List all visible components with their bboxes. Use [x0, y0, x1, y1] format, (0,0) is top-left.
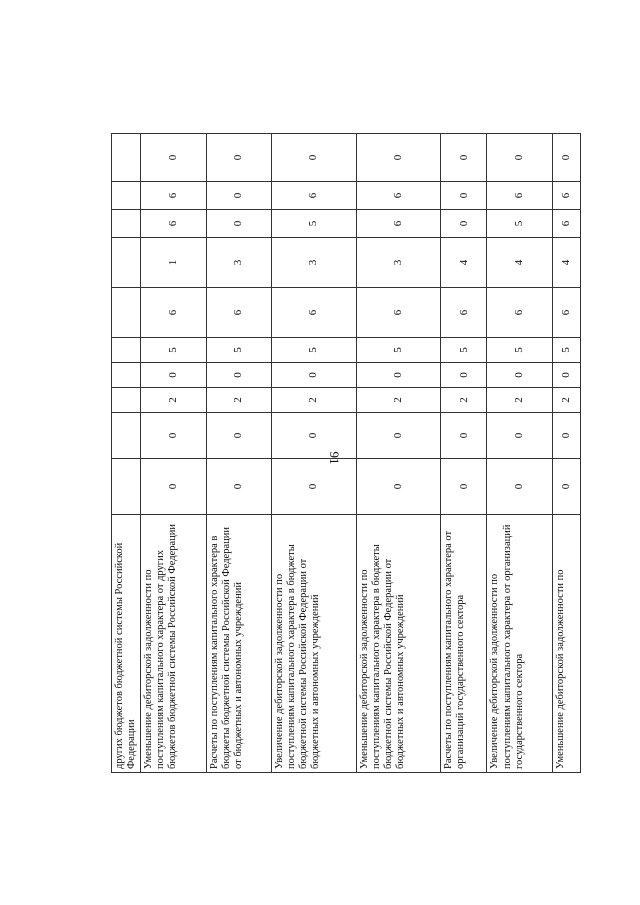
- table-row: [552, 134, 580, 773]
- code-cell: 0: [356, 363, 441, 388]
- code-cell: 2: [487, 388, 552, 413]
- code-cell: 5: [487, 210, 552, 238]
- row-label: Уменьшение дебиторской задолженности по: [552, 515, 580, 773]
- code-cell: 6: [141, 182, 206, 210]
- code-cell: 0: [356, 134, 441, 182]
- code-cell: [112, 338, 141, 363]
- code-cell: 2: [356, 388, 441, 413]
- code-cell: [112, 182, 141, 210]
- code-cell: 0: [441, 182, 487, 210]
- code-cell: 0: [141, 413, 206, 459]
- table-row: [487, 134, 552, 773]
- code-cell: 0: [272, 459, 357, 515]
- code-cell: 6: [552, 210, 580, 238]
- code-cell: [112, 210, 141, 238]
- code-cell: [112, 134, 141, 182]
- code-cell: 5: [272, 210, 357, 238]
- code-cell: 0: [206, 182, 271, 210]
- code-cell: 6: [552, 288, 580, 338]
- code-cell: 6: [206, 288, 271, 338]
- page-number: 91: [327, 451, 342, 465]
- code-cell: 5: [441, 338, 487, 363]
- row-label: Расчеты по поступлениям капитального характера от организаций государственного сектора: [441, 515, 487, 773]
- row-label: Расчеты по поступлениям капитального характера в бюджеты бюджетной системы Российской Федерации от бюджетных и автономных учреждений: [206, 515, 271, 773]
- code-cell: 0: [141, 134, 206, 182]
- code-cell: 5: [206, 338, 271, 363]
- code-cell: 0: [441, 210, 487, 238]
- code-cell: 5: [272, 338, 357, 363]
- code-cell: 0: [141, 459, 206, 515]
- code-cell: 0: [206, 413, 271, 459]
- code-cell: [112, 413, 141, 459]
- code-cell: 6: [441, 288, 487, 338]
- table-row: [112, 134, 141, 773]
- code-cell: 0: [552, 413, 580, 459]
- code-cell: 4: [441, 238, 487, 288]
- code-cell: 0: [206, 459, 271, 515]
- row-label: других бюджетов бюджетной системы Российской Федерации: [112, 515, 141, 773]
- code-cell: [112, 288, 141, 338]
- table-row: [272, 134, 357, 773]
- code-cell: 0: [356, 413, 441, 459]
- code-cell: 1: [141, 238, 206, 288]
- code-cell: 5: [141, 338, 206, 363]
- code-cell: 0: [441, 134, 487, 182]
- code-cell: [112, 459, 141, 515]
- code-cell: 0: [141, 363, 206, 388]
- accounts-table: [111, 133, 581, 773]
- code-cell: 0: [272, 413, 357, 459]
- code-cell: 6: [552, 182, 580, 210]
- code-cell: [112, 388, 141, 413]
- code-cell: 6: [272, 288, 357, 338]
- code-cell: 0: [487, 134, 552, 182]
- code-cell: 0: [206, 210, 271, 238]
- code-cell: [112, 363, 141, 388]
- table-row: [141, 134, 206, 773]
- code-cell: 5: [487, 338, 552, 363]
- row-label: Увеличение дебиторской задолженности по поступлениям капитального характера в бюджеты бюджетной системы Российской Федерации от бюджетных и автономных учреждений: [272, 515, 357, 773]
- code-cell: 6: [487, 288, 552, 338]
- code-cell: 6: [487, 182, 552, 210]
- code-cell: 5: [552, 338, 580, 363]
- code-cell: 6: [141, 288, 206, 338]
- code-cell: 4: [487, 238, 552, 288]
- code-cell: 0: [441, 413, 487, 459]
- code-cell: 3: [206, 238, 271, 288]
- table-row: [206, 134, 271, 773]
- code-cell: 6: [356, 182, 441, 210]
- code-cell: 2: [441, 388, 487, 413]
- code-cell: 0: [552, 134, 580, 182]
- code-cell: 0: [272, 363, 357, 388]
- code-cell: 0: [441, 363, 487, 388]
- code-cell: 6: [356, 210, 441, 238]
- code-cell: 3: [272, 238, 357, 288]
- code-cell: 6: [356, 288, 441, 338]
- code-cell: 4: [552, 238, 580, 288]
- code-cell: 2: [206, 388, 271, 413]
- code-cell: 0: [487, 459, 552, 515]
- code-cell: 0: [206, 363, 271, 388]
- code-cell: 0: [206, 134, 271, 182]
- code-cell: 0: [487, 363, 552, 388]
- code-cell: [112, 238, 141, 288]
- table-row: [441, 134, 487, 773]
- code-cell: 3: [356, 238, 441, 288]
- code-cell: 5: [356, 338, 441, 363]
- code-cell: 0: [441, 459, 487, 515]
- code-cell: 2: [552, 388, 580, 413]
- code-cell: 2: [272, 388, 357, 413]
- rotated-table-container: [111, 133, 581, 773]
- code-cell: 0: [552, 459, 580, 515]
- code-cell: 0: [272, 134, 357, 182]
- row-label: Уменьшение дебиторской задолженности по поступлениям капитального характера в бюджеты бюджетной системы Российской Федерации от бюджетных и автономных учреждений: [356, 515, 441, 773]
- table-row: [356, 134, 441, 773]
- code-cell: 0: [552, 363, 580, 388]
- code-cell: 6: [272, 182, 357, 210]
- row-label: Увеличение дебиторской задолженности по поступлениям капитального характера от организаций государственного сектора: [487, 515, 552, 773]
- code-cell: 6: [141, 210, 206, 238]
- row-label: Уменьшение дебиторской задолженности по поступлениям капитального характера от других бюджетов бюджетной системы Российской Федерации: [141, 515, 206, 773]
- code-cell: 0: [356, 459, 441, 515]
- code-cell: 2: [141, 388, 206, 413]
- code-cell: 0: [487, 413, 552, 459]
